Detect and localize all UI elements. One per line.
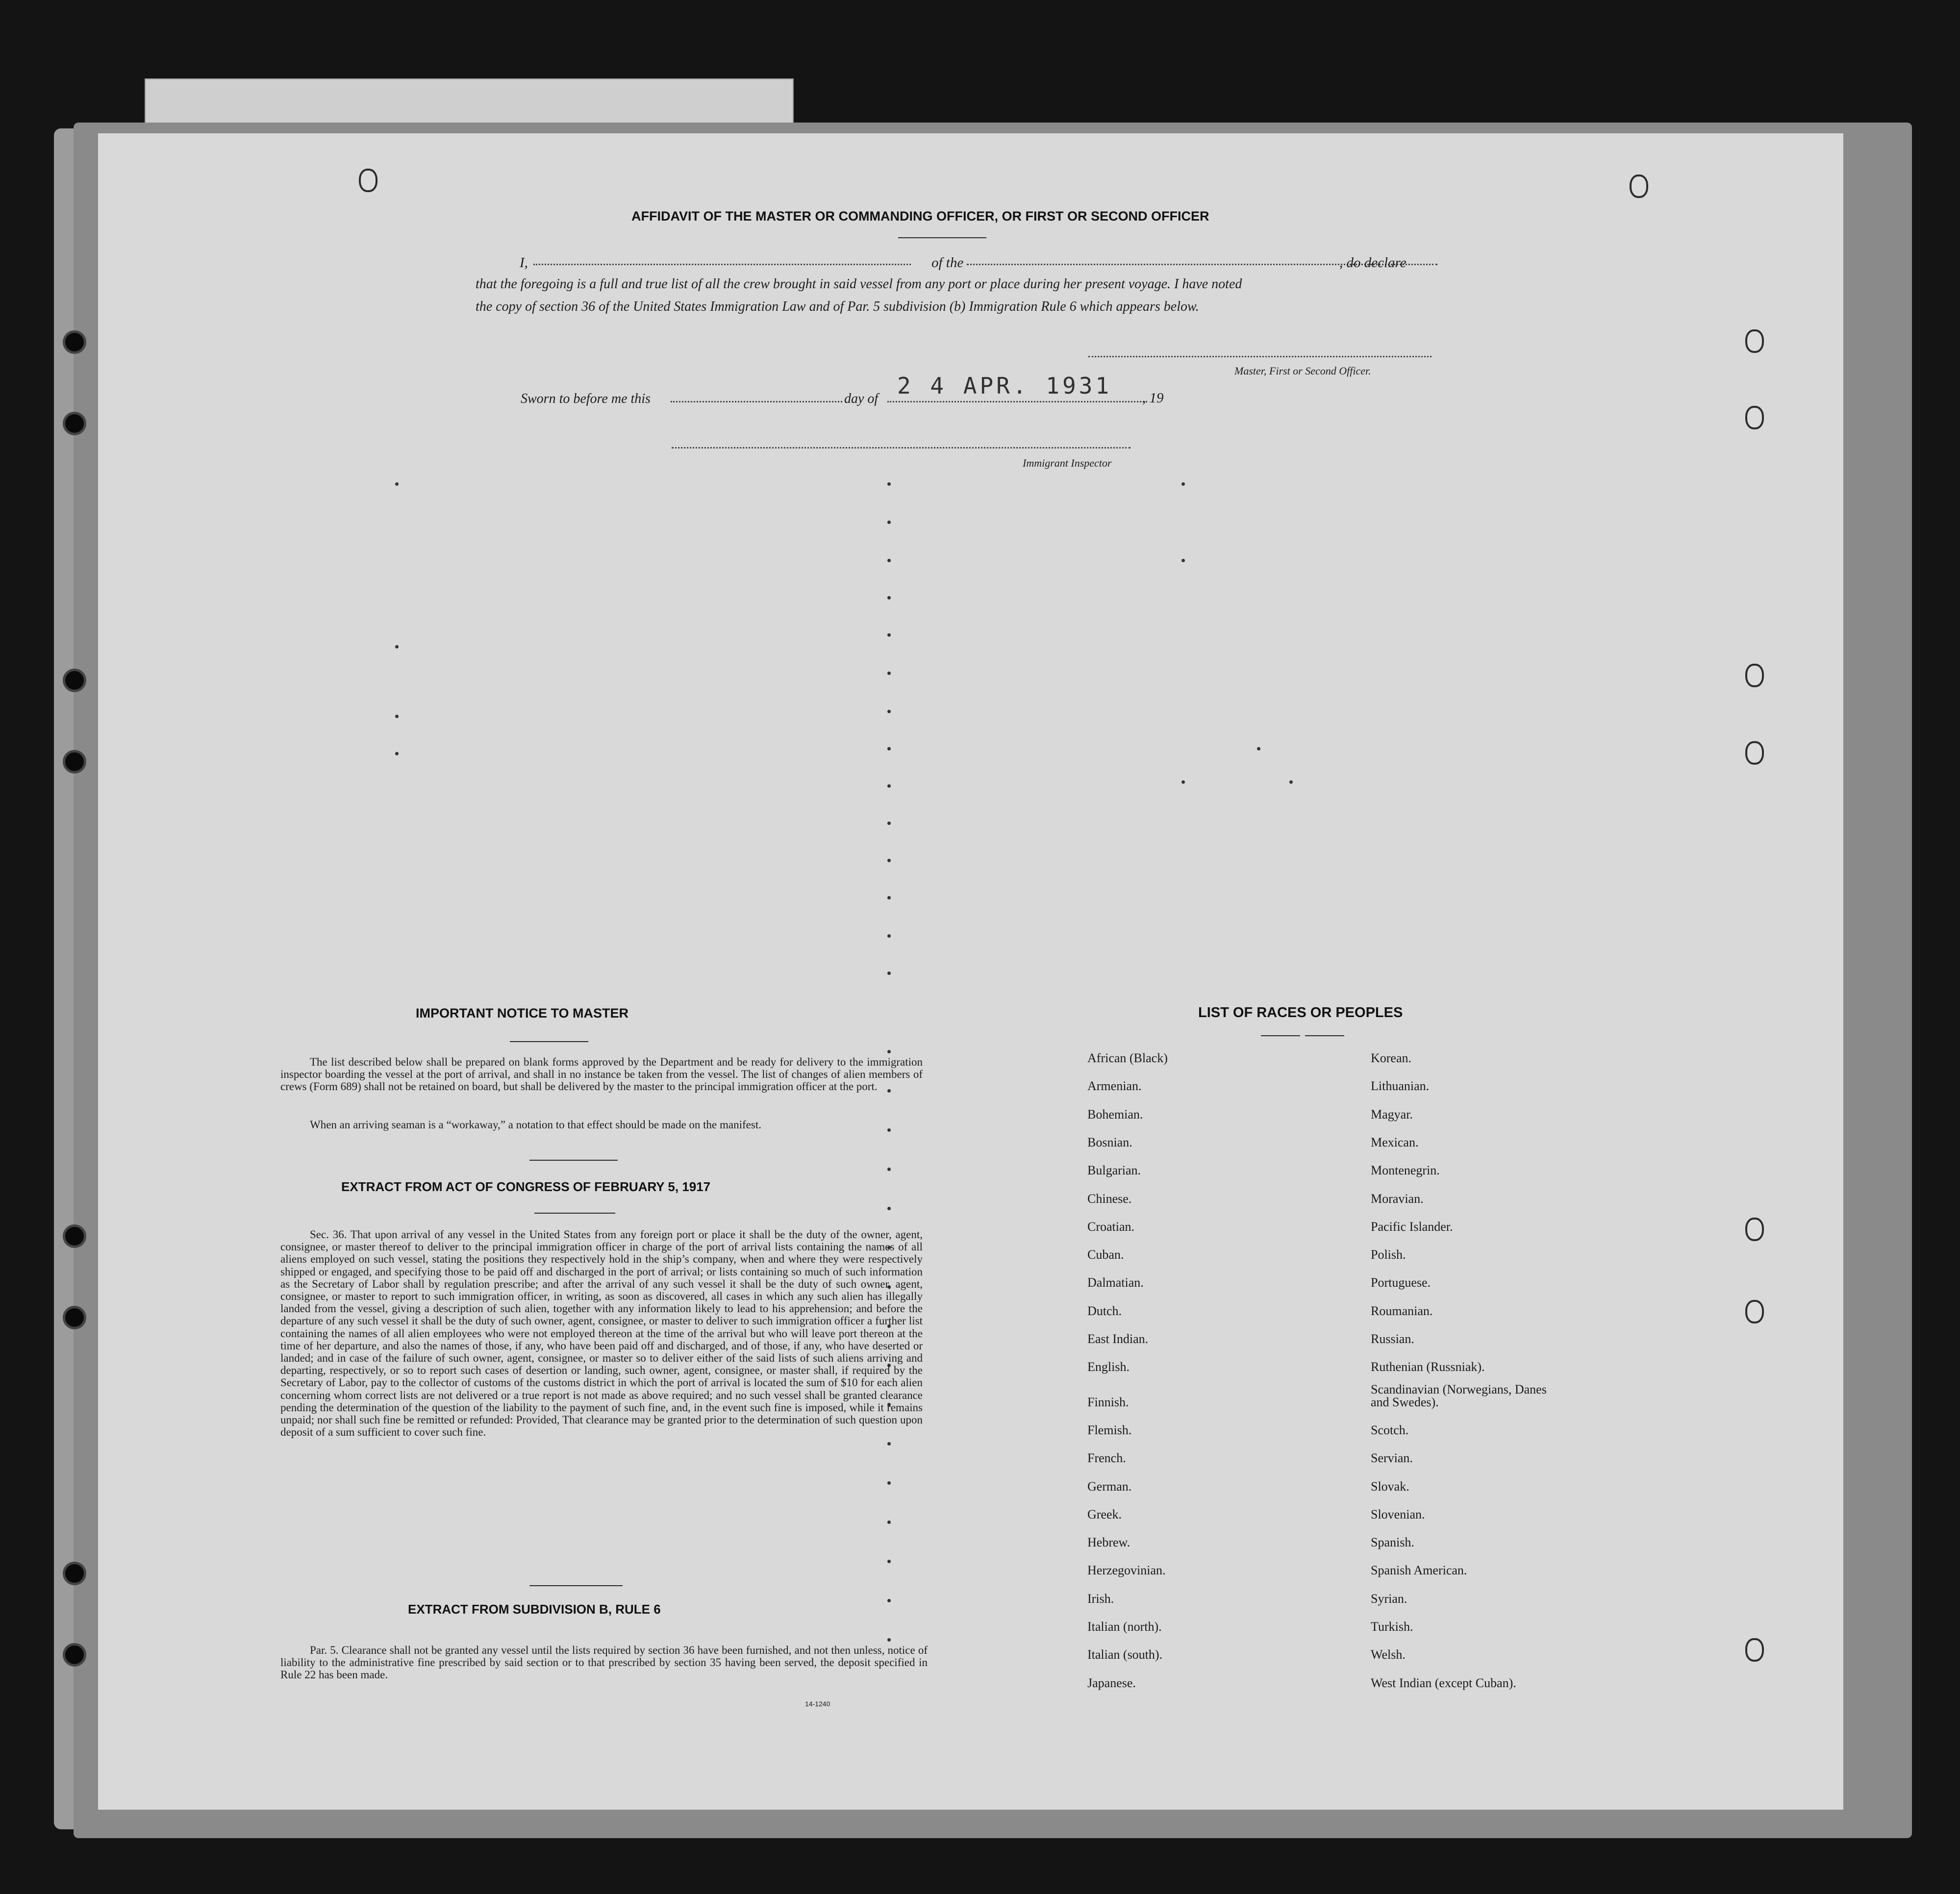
race-item: Roumanian. — [1371, 1303, 1433, 1318]
sworn-day: day of — [844, 391, 879, 406]
bleed-mark — [887, 1168, 891, 1171]
bleed-mark — [887, 1560, 891, 1563]
bleed-mark — [1289, 780, 1293, 784]
inspector-signature-line — [672, 447, 1131, 449]
race-item: Mexican. — [1371, 1135, 1419, 1149]
bleed-mark — [887, 559, 891, 562]
race-item: Italian (south). — [1087, 1647, 1163, 1662]
race-item: Korean. — [1371, 1051, 1412, 1065]
race-item: Pacific Islander. — [1371, 1219, 1453, 1234]
notice-paragraph-1: The list described below shall be prepared on blank forms approved by the Department and be ready for delivery to the immigration inspector boarding the vessel at the port of arrival, and shall in no instance be taken from the vessel. The list of changes of alien members of crews (Form 689) shall not be retained on board, but shall be delivered by the master to the principal immigration officer at the port. — [280, 1056, 923, 1093]
act-text: Sec. 36. That upon arrival of any vessel in the United States from any foreign port or place it shall be the duty of the owner, agent, consignee, or master thereof to deliver to the principal immigration officer in charge of the port of arrival lists containing the names of all aliens employed on such vessel, stating the positions they respectively hold in the ship’s company, when and where they were respectively shipped or engaged, and specifying those to be paid off and discharged in the port of arrival; or lists containing so much of such information as the Secretary of Labor shall by regulation prescribe; and after the arrival of any such vessel it shall be the duty of such owner, agent, consignee, or master to report to such immigration officer, in writing, as soon as discovered, all cases in which any such alien has illegally landed from the vessel, giving a description of such alien, together with any information likely to lead to his apprehension; and before the departure of any such vessel it shall be the duty of such owner, agent, consignee, or master to deliver to such immigration officer a further list containing the names of all alien employees who were not employed thereon at the time of the arrival but who will leave port thereon at the time of her departure, and also the names of those, if any, who have been paid off and discharged, and of those, if any, who have deserted or landed; and in case of the failure of such owner, agent, consignee, or master so to deliver either of the said lists of such aliens arriving and departing, respectively, or so to report such cases of desertion or landing, such owner, agent, consignee, or master shall, if required by the Secretary of Labor, pay to the collector of customs of the customs district in which the port of arrival is located the sum of $10 for each alien concerning whom correct lists are not delivered or a true report is not made as above required; and no such vessel shall be granted clearance pending the determination of the question of the liability to the payment of such fine, and, in the event such fine is imposed, while it remains unpaid; nor shall such fine be remitted or refunded: Provided, That clearance may be granted prior to the determination of such question upon deposit of a sum sufficient to cover such fine. — [280, 1228, 923, 1439]
race-item: Servian. — [1371, 1451, 1413, 1466]
rule-text: Par. 5. Clearance shall not be granted any vessel until the lists required by section 36 have been furnished, and not then unless, notice of liability to the administrative fine prescribed by said section or to that prescribed by section 35 having been served, the deposit specified in Rule 22 has been made. — [280, 1644, 928, 1681]
punch-hole — [63, 1562, 86, 1585]
bleed-mark — [887, 672, 891, 675]
race-item: Syrian. — [1371, 1591, 1407, 1606]
act-heading: EXTRACT FROM ACT OF CONGRESS OF FEBRUARY 5, 1917 — [341, 1179, 711, 1194]
ring-hole — [1745, 741, 1764, 765]
race-item: Cuban. — [1087, 1247, 1124, 1262]
race-item: Croatian. — [1087, 1219, 1135, 1234]
race-item: Welsh. — [1371, 1647, 1406, 1662]
race-item: German. — [1087, 1479, 1132, 1494]
bleed-mark — [887, 1638, 891, 1642]
race-item: Hebrew. — [1087, 1535, 1131, 1550]
race-item: Finnish. — [1087, 1395, 1129, 1409]
bleed-mark — [1181, 482, 1185, 486]
punch-hole — [63, 750, 86, 773]
bleed-mark — [887, 596, 891, 599]
bleed-mark — [887, 896, 891, 899]
ring-hole — [1745, 664, 1764, 687]
race-item: Bulgarian. — [1087, 1163, 1141, 1178]
race-item: Scandinavian (Norwegians, Danes and Swedes). — [1371, 1382, 1547, 1409]
divider — [529, 1585, 623, 1586]
race-item: Spanish American. — [1371, 1563, 1467, 1578]
race-item: Ruthenian (Russniak). — [1371, 1360, 1485, 1374]
ring-hole — [1745, 1218, 1764, 1241]
bleed-mark — [887, 633, 891, 637]
bleed-mark — [887, 1442, 891, 1445]
bleed-mark — [887, 521, 891, 524]
ring-hole — [1745, 329, 1764, 353]
divider — [898, 237, 986, 238]
divider — [1305, 1035, 1344, 1036]
divider — [1261, 1035, 1300, 1036]
bleed-mark — [887, 710, 891, 713]
ring-hole — [1630, 174, 1648, 198]
race-item: Spanish. — [1371, 1535, 1414, 1550]
race-item: Bohemian. — [1087, 1107, 1143, 1121]
bleed-mark — [887, 1599, 891, 1602]
divider — [534, 1213, 615, 1214]
bleed-mark — [887, 1481, 891, 1485]
punch-hole — [63, 412, 86, 435]
race-item: Bosnian. — [1087, 1135, 1132, 1149]
race-item: Scotch. — [1371, 1422, 1409, 1437]
notice-heading: IMPORTANT NOTICE TO MASTER — [416, 1006, 628, 1021]
race-item: Herzegovinian. — [1087, 1563, 1166, 1578]
race-item: Dutch. — [1087, 1303, 1122, 1318]
bleed-mark — [887, 1050, 891, 1053]
master-signature-line — [1088, 356, 1432, 357]
race-item: Irish. — [1087, 1591, 1114, 1606]
affidavit-line3: the copy of section 36 of the United States Immigration Law and of Par. 5 subdivision (b) Immigration Rule 6 which appears below. — [476, 299, 1199, 314]
race-item: African (Black) — [1087, 1051, 1168, 1065]
sworn-prefix: Sworn to before me this — [521, 391, 651, 406]
bleed-mark — [887, 859, 891, 862]
inspector-caption: Immigrant Inspector — [1023, 457, 1112, 469]
race-item: Slovak. — [1371, 1479, 1409, 1494]
race-item: Magyar. — [1371, 1107, 1413, 1121]
bleed-mark — [887, 934, 891, 938]
form-number: 14-1240 — [805, 1700, 830, 1708]
date-stamp: 2 4 APR. 1931 — [897, 373, 1112, 399]
race-item: Portuguese. — [1371, 1275, 1431, 1290]
punch-hole — [63, 1224, 86, 1248]
race-item: Moravian. — [1371, 1191, 1424, 1206]
race-item: Slovenian. — [1371, 1507, 1425, 1521]
race-item: Turkish. — [1371, 1620, 1413, 1634]
bleed-mark — [887, 972, 891, 975]
affidavit-heading: AFFIDAVIT OF THE MASTER OR COMMANDING OFFICER, OR FIRST OR SECOND OFFICER — [631, 209, 1209, 224]
month-blank — [887, 401, 1147, 402]
master-caption: Master, First or Second Officer. — [1234, 365, 1371, 377]
race-item: Armenian. — [1087, 1079, 1142, 1094]
affidavit-line1-mid: of the — [931, 255, 964, 271]
bleed-mark — [1181, 780, 1185, 784]
punch-hole — [63, 1306, 86, 1329]
sworn-year: , 19 — [1142, 390, 1164, 406]
ring-hole — [1745, 1300, 1764, 1323]
race-item: Russian. — [1371, 1332, 1414, 1346]
bleed-mark — [887, 482, 891, 486]
bleed-mark — [887, 822, 891, 825]
bleed-mark — [1257, 747, 1260, 750]
race-item: East Indian. — [1087, 1332, 1149, 1346]
race-item: Montenegrin. — [1371, 1163, 1440, 1178]
race-item: English. — [1087, 1360, 1130, 1374]
bleed-mark — [395, 482, 399, 486]
notice-paragraph-2: When an arriving seaman is a “workaway,” a notation to that effect should be made on the manifest. — [310, 1119, 761, 1131]
ring-hole — [1745, 406, 1764, 429]
punch-hole — [63, 330, 86, 354]
document-page — [98, 133, 1843, 1810]
sworn-blank — [671, 401, 842, 402]
bleed-mark — [887, 784, 891, 788]
race-item: Polish. — [1371, 1247, 1406, 1262]
race-item: French. — [1087, 1451, 1126, 1466]
bleed-mark — [395, 752, 399, 755]
affidavit-line1-end: , do declare — [1339, 255, 1407, 271]
punch-hole — [63, 1643, 86, 1667]
divider — [510, 1041, 588, 1042]
rule-heading: EXTRACT FROM SUBDIVISION B, RULE 6 — [408, 1602, 661, 1617]
divider — [529, 1160, 618, 1161]
races-heading: LIST OF RACES OR PEOPLES — [1198, 1005, 1403, 1021]
race-item: Dalmatian. — [1087, 1275, 1144, 1290]
race-item: Italian (north). — [1087, 1620, 1162, 1634]
bleed-mark — [887, 1520, 891, 1524]
race-item: Chinese. — [1087, 1191, 1132, 1206]
race-item: Flemish. — [1087, 1422, 1132, 1437]
affidavit-line1-start: I, — [520, 255, 528, 271]
punch-hole — [63, 669, 86, 692]
name-blank — [533, 264, 911, 265]
ring-hole — [1745, 1638, 1764, 1662]
bleed-mark — [395, 715, 399, 718]
ring-hole — [359, 169, 377, 192]
race-item: West Indian (except Cuban). — [1371, 1675, 1516, 1690]
race-item: Greek. — [1087, 1507, 1122, 1521]
affidavit-line2: that the foregoing is a full and true list of all the crew brought in said vessel from any port or place during her present voyage. I have noted — [476, 276, 1242, 292]
bleed-mark — [887, 1207, 891, 1210]
race-item: Lithuanian. — [1371, 1079, 1430, 1094]
bleed-mark — [1181, 559, 1185, 562]
race-item: Japanese. — [1087, 1675, 1136, 1690]
bleed-mark — [887, 747, 891, 750]
bleed-mark — [395, 645, 399, 648]
